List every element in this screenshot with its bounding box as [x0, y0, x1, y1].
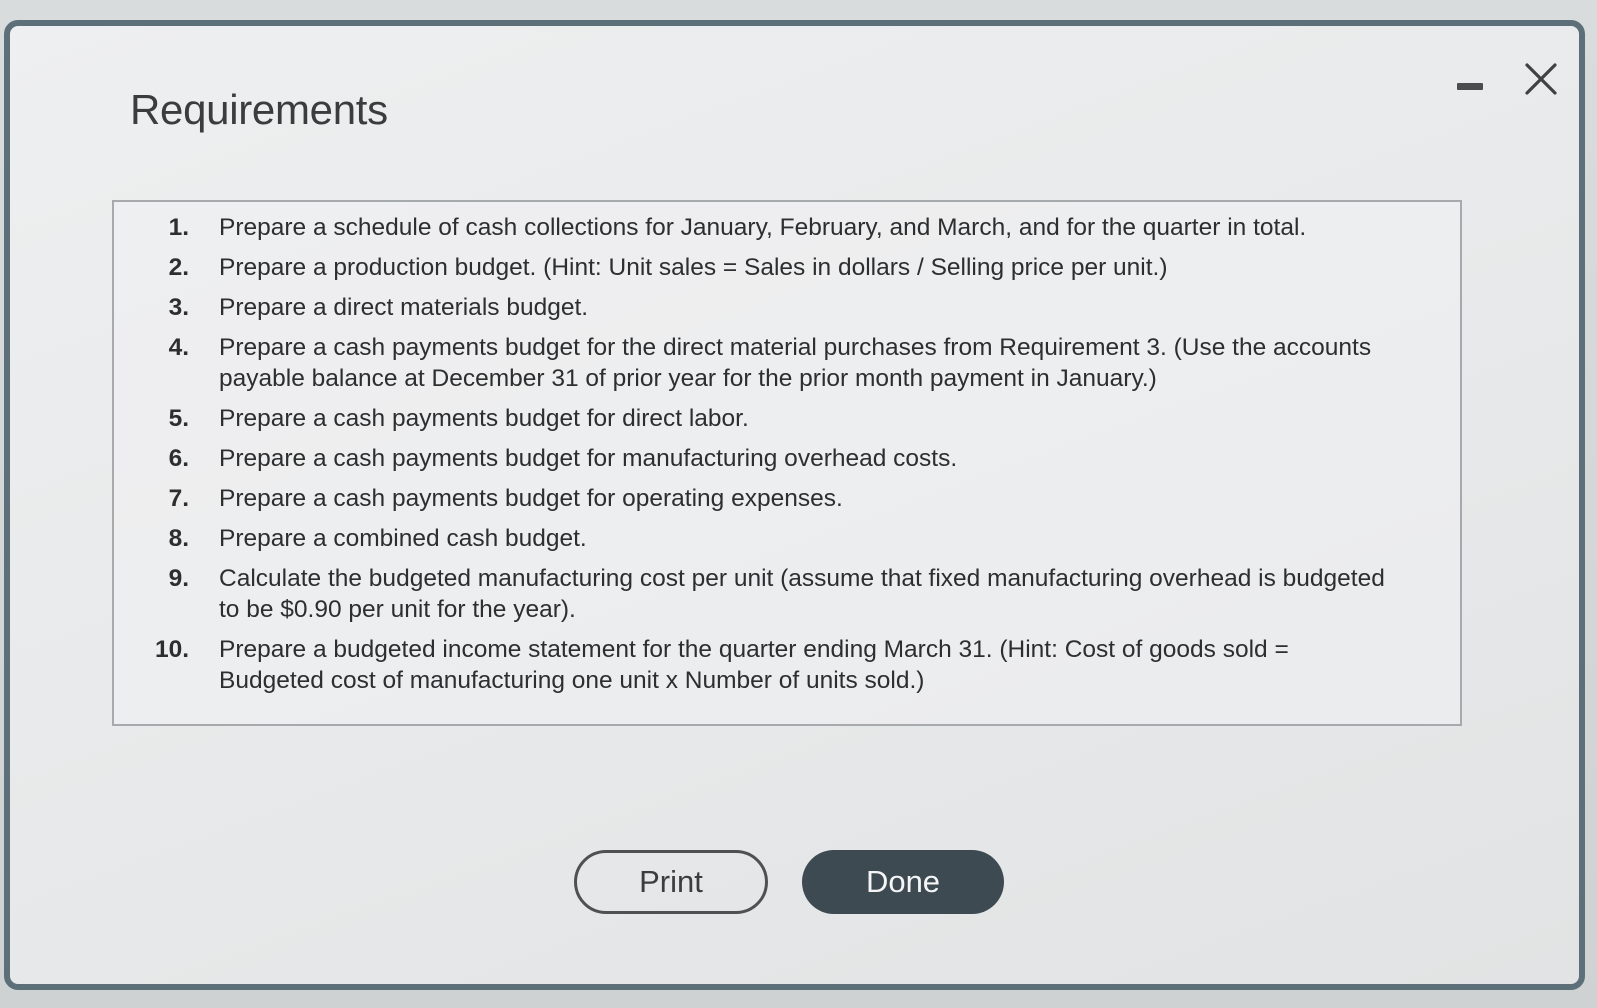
- minimize-button[interactable]: [1455, 72, 1487, 96]
- requirement-text: Prepare a schedule of cash collections for January, February, and March, and for the quarter in total.: [219, 214, 1307, 241]
- requirement-number: 3.: [168, 294, 189, 321]
- requirement-number: 8.: [168, 525, 189, 552]
- requirement-text: Calculate the budgeted manufacturing cost per unit (assume that fixed manufacturing overhead is budgeted to be $0.90 per unit for the year).: [219, 565, 1385, 623]
- requirements-dialog: [4, 20, 1585, 990]
- requirement-number: 10.: [154, 636, 189, 663]
- requirement-number: 4.: [168, 334, 189, 361]
- close-button[interactable]: [1522, 60, 1560, 98]
- requirement-number: 5.: [168, 405, 189, 432]
- requirement-number: 7.: [168, 485, 189, 512]
- requirement-number: 6.: [168, 445, 189, 472]
- requirement-number: 1.: [168, 214, 189, 241]
- requirement-item-4: [144, 332, 1390, 394]
- requirement-item-8: [144, 523, 1390, 554]
- requirement-item-9: [144, 563, 1390, 625]
- requirements-list: [144, 212, 1390, 696]
- requirement-item-3: [144, 292, 1390, 323]
- requirement-text: Prepare a cash payments budget for manufacturing overhead costs.: [219, 445, 958, 472]
- done-button[interactable]: Done: [802, 850, 1004, 914]
- minimize-icon: [1457, 83, 1483, 90]
- requirement-item-7: [144, 483, 1390, 514]
- requirement-item-1: [144, 212, 1390, 243]
- close-icon: [1522, 60, 1560, 98]
- requirement-number: 9.: [168, 565, 189, 592]
- requirement-text: Prepare a combined cash budget.: [219, 525, 587, 552]
- requirement-item-6: [144, 443, 1390, 474]
- print-button[interactable]: Print: [574, 850, 768, 914]
- requirement-item-2: [144, 252, 1390, 283]
- requirement-item-5: [144, 403, 1390, 434]
- requirements-box: [112, 200, 1462, 726]
- requirement-text: Prepare a cash payments budget for the direct material purchases from Requirement 3. (Use the accounts payable balance at December 31 of prior year for the prior month payment in January.): [219, 334, 1372, 392]
- requirement-text: Prepare a direct materials budget.: [219, 294, 589, 321]
- requirement-text: Prepare a production budget. (Hint: Unit sales = Sales in dollars / Selling price per unit.): [219, 254, 1168, 281]
- requirement-text: Prepare a cash payments budget for operating expenses.: [219, 485, 843, 512]
- requirement-text: Prepare a cash payments budget for direct labor.: [219, 405, 749, 432]
- dialog-title: Requirements: [130, 86, 388, 133]
- requirement-number: 2.: [168, 254, 189, 281]
- requirement-text: Prepare a budgeted income statement for the quarter ending March 31. (Hint: Cost of goods sold = Budgeted cost of manufacturing one unit x Number of units sold.): [219, 636, 1289, 694]
- requirement-item-10: [144, 634, 1390, 696]
